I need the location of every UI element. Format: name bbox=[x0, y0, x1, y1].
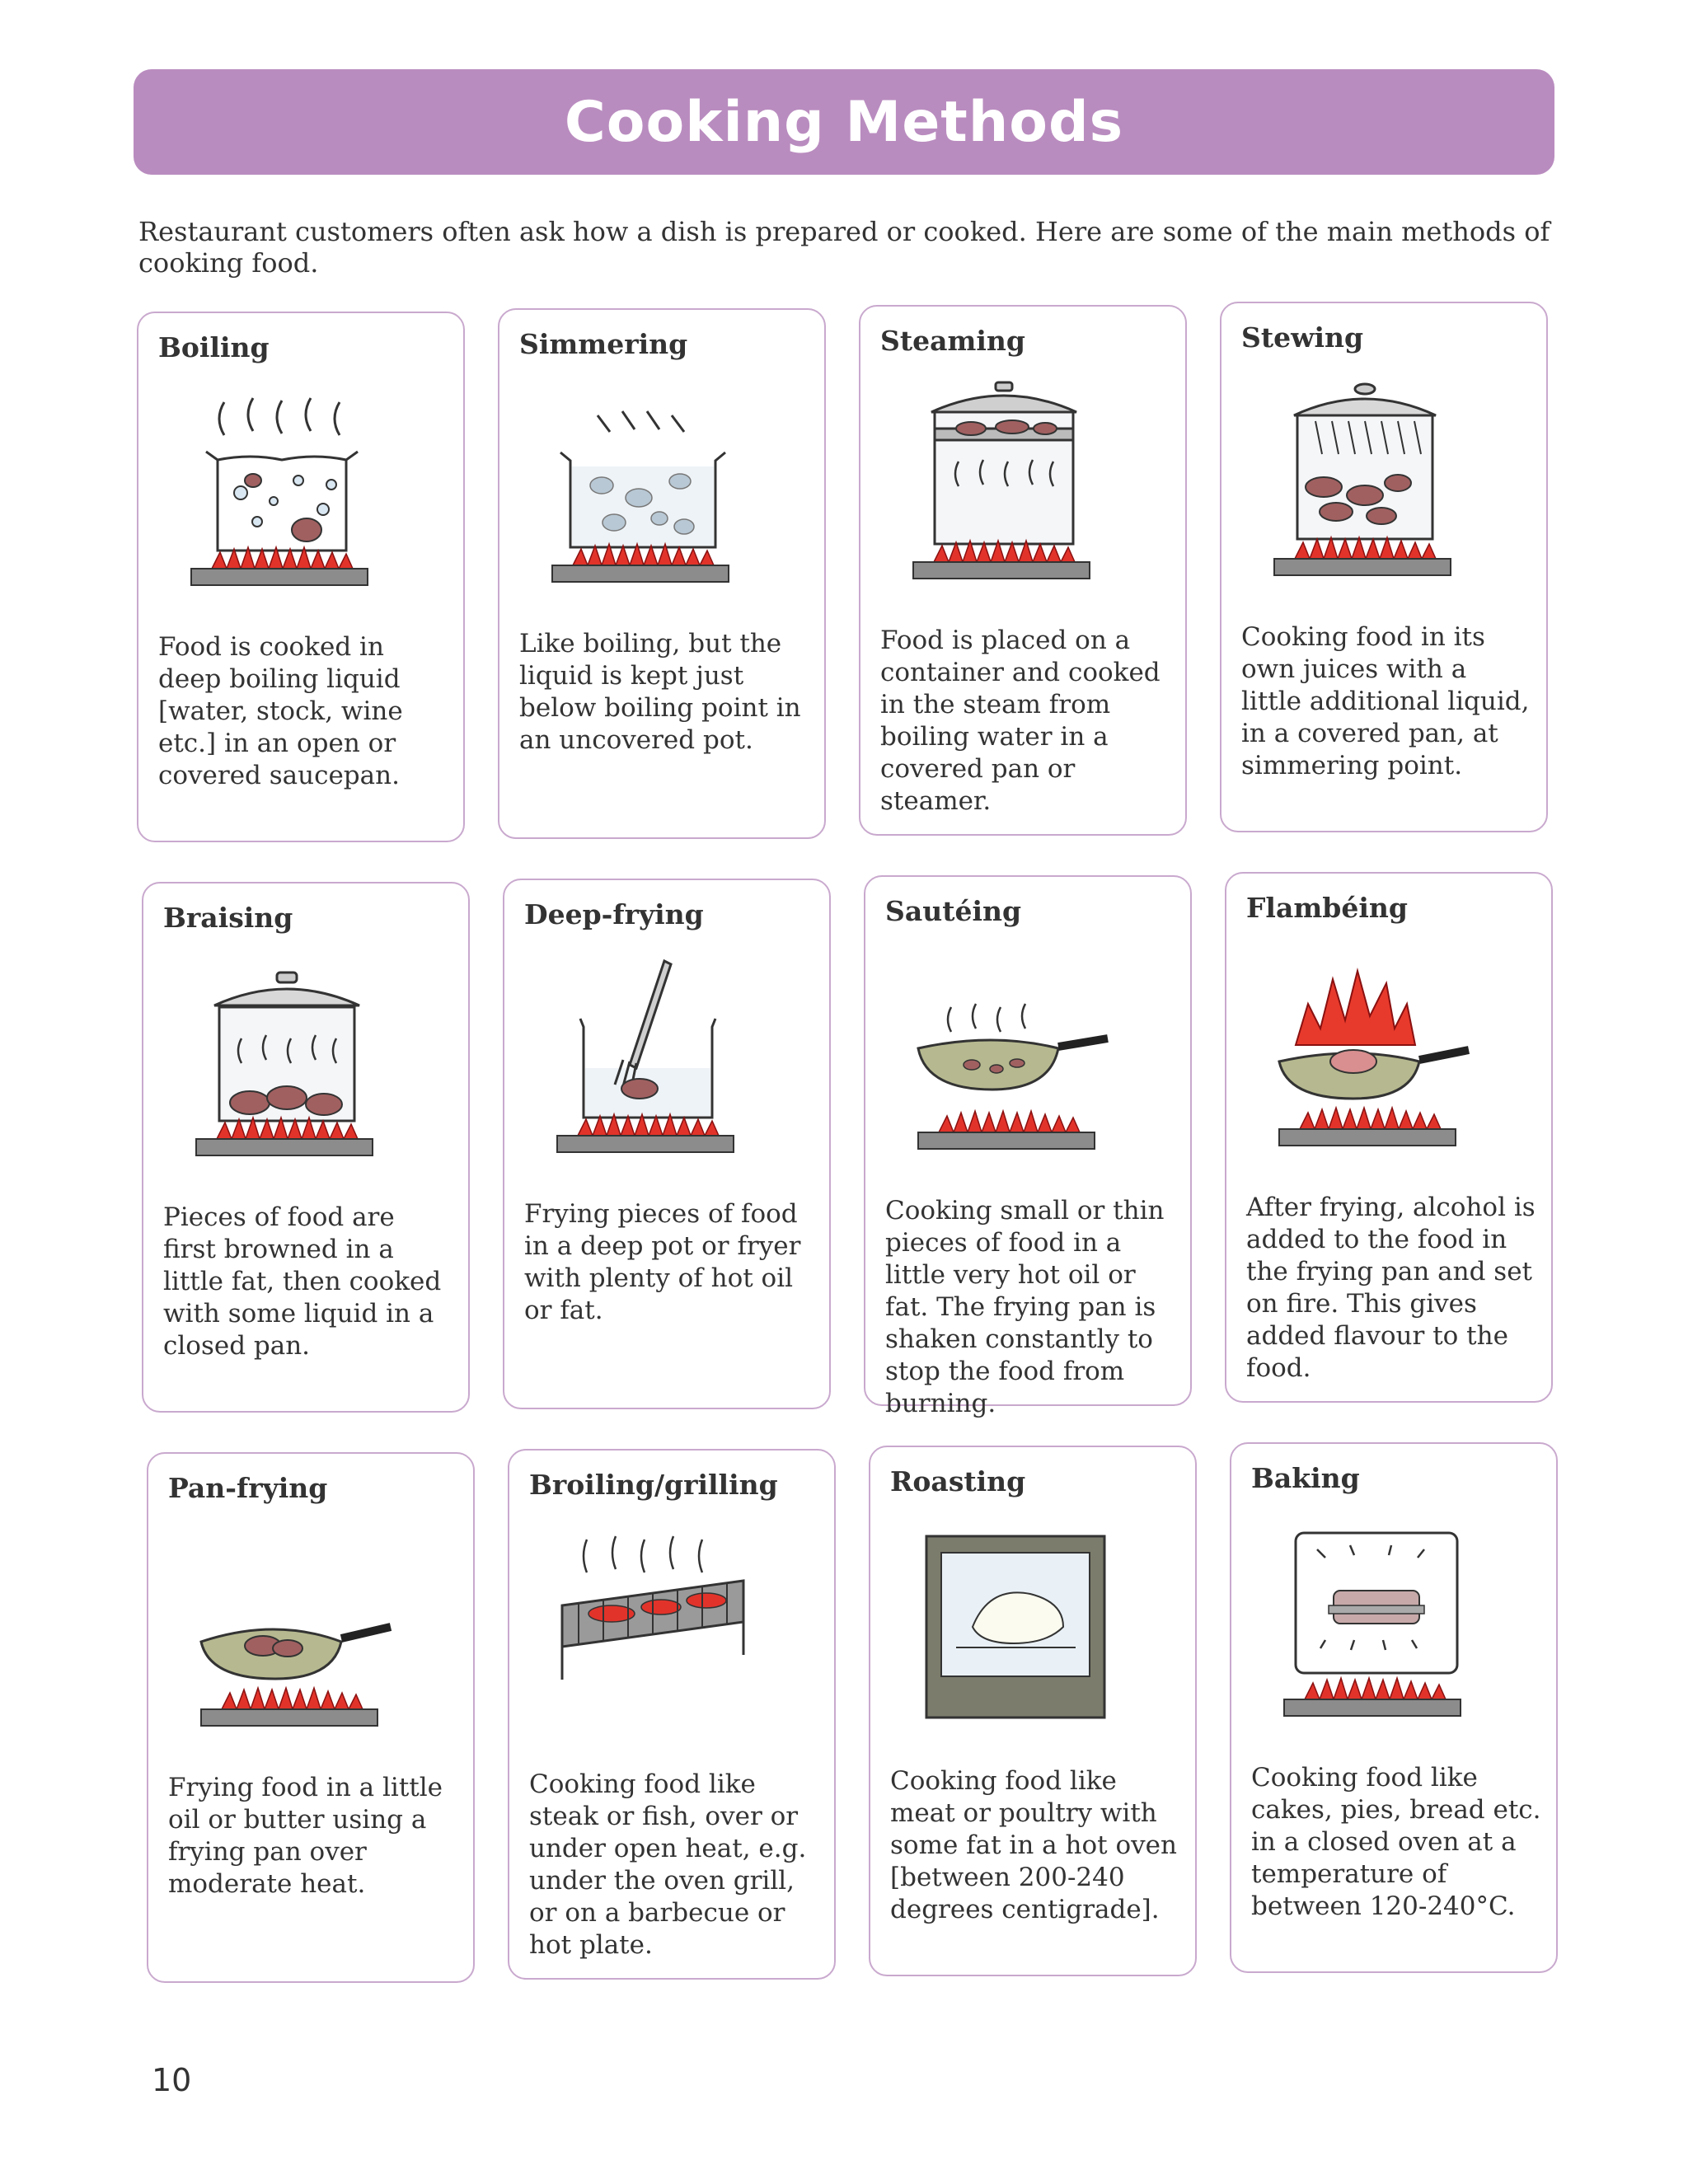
method-description: Food is cooked in deep boiling liquid [water, stock, wine etc.] in an open or covered saucepan. bbox=[158, 632, 403, 790]
method-description: Cooking food like meat or poultry with some fat in a hot oven [between 200-240 degrees centigrade]. bbox=[890, 1766, 1177, 1924]
method-description: Pieces of food are first browned in a little fat, then cooked with some liquid in a closed pan. bbox=[163, 1202, 442, 1361]
boiling-pot-illustration bbox=[175, 377, 389, 600]
grill-illustration bbox=[546, 1515, 760, 1737]
method-card-broiling-grilling bbox=[508, 1449, 836, 1980]
oven-roast-illustration bbox=[907, 1511, 1121, 1734]
method-title: Boiling bbox=[158, 331, 270, 363]
method-title: Roasting bbox=[890, 1465, 1026, 1497]
method-card-pan-frying bbox=[147, 1452, 475, 1983]
method-card-boiling bbox=[137, 312, 465, 842]
method-title: Simmering bbox=[519, 328, 688, 360]
method-title: Stewing bbox=[1241, 321, 1364, 354]
method-card-stewing bbox=[1220, 302, 1548, 832]
method-description: Frying pieces of food in a deep pot or fryer with plenty of hot oil or fat. bbox=[524, 1199, 801, 1325]
page-number: 10 bbox=[152, 2062, 192, 2098]
method-title: Baking bbox=[1251, 1462, 1360, 1494]
method-card-steaming bbox=[859, 305, 1187, 836]
method-card-sauteing bbox=[864, 875, 1192, 1418]
method-card-roasting bbox=[869, 1446, 1197, 1976]
method-title: Steaming bbox=[880, 325, 1025, 357]
method-card-flambeing bbox=[1225, 872, 1553, 1403]
method-description: Cooking small or thin pieces of food in a little very hot oil or fat. The frying pan is shaken constantly to stop the food from burning. bbox=[885, 1196, 1165, 1418]
method-title: Deep-frying bbox=[524, 898, 704, 930]
method-description: Like boiling, but the liquid is kept just below boiling point in an uncovered pot. bbox=[519, 629, 801, 755]
method-card-baking bbox=[1230, 1442, 1558, 1973]
method-card-simmering bbox=[498, 308, 826, 839]
method-title: Braising bbox=[163, 902, 293, 934]
saute-pan-illustration bbox=[902, 941, 1116, 1164]
method-description: Cooking food in its own juices with a little additional liquid, in a covered pan, at simmering point. bbox=[1241, 622, 1530, 780]
method-title: Pan-frying bbox=[168, 1472, 328, 1504]
frying-pan-illustration bbox=[185, 1518, 399, 1741]
steamer-pot-illustration bbox=[897, 371, 1111, 593]
simmering-pot-illustration bbox=[536, 374, 750, 597]
method-title: Flambéing bbox=[1246, 892, 1408, 924]
method-description: Cooking food like cakes, pies, bread etc. in a closed oven at a temperature of between 120-240°C. bbox=[1251, 1763, 1541, 1921]
oven-bake-illustration bbox=[1268, 1508, 1482, 1731]
method-card-deep-frying bbox=[503, 879, 831, 1409]
method-title: Broiling/grilling bbox=[529, 1469, 778, 1501]
method-description: Frying food in a little oil or butter using a frying pan over moderate heat. bbox=[168, 1773, 443, 1899]
method-description: Food is placed on a container and cooked in the steam from boiling water in a covered pan or steamer. bbox=[880, 626, 1160, 816]
method-title: Sautéing bbox=[885, 895, 1022, 927]
braising-pot-illustration bbox=[180, 948, 394, 1170]
intro-text: Restaurant customers often ask how a dish is prepared or cooked. Here are some of the main methods of cooking food. bbox=[138, 216, 1550, 279]
method-description: Cooking food like steak or fish, over or under open heat, e.g. under the oven grill, or on a barbecue or hot plate. bbox=[529, 1769, 807, 1960]
method-description: After frying, alcohol is added to the food in the frying pan and set on fire. This gives added flavour to the food. bbox=[1246, 1193, 1536, 1383]
deep-fryer-illustration bbox=[541, 944, 755, 1167]
title-banner bbox=[134, 69, 1554, 175]
stewing-pot-illustration bbox=[1258, 368, 1472, 590]
page-title: Cooking Methods bbox=[564, 89, 1124, 155]
flambe-pan-illustration bbox=[1263, 938, 1477, 1160]
method-card-braising bbox=[142, 882, 470, 1413]
